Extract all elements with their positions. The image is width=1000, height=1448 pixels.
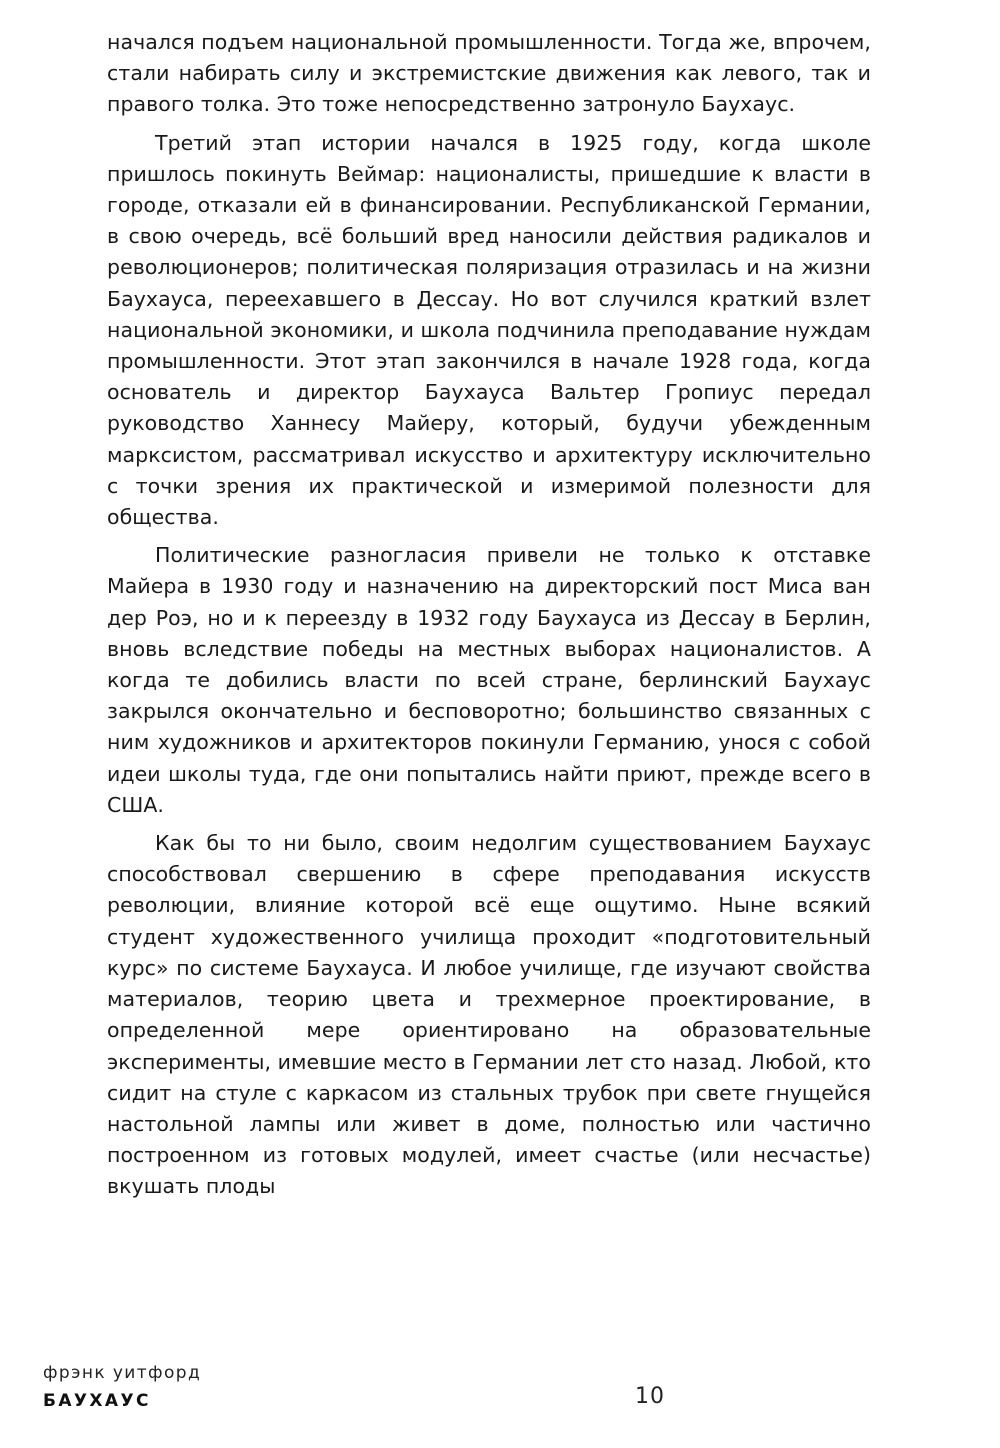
paragraph-1: начался подъем национальной промышленности. Тогда же, впрочем, стали набирать силу и экстремистские движения как левого, так и правого толка. Это тоже непосредственно затронуло Баухаус. [107, 30, 871, 117]
body-text [107, 27, 871, 1203]
paragraph-2: Третий этап истории начался в 1925 году, когда школе пришлось покинуть Веймар: националисты, пришедшие к власти в городе, отказали ей в финансировании. Республиканской Германии, в свою очередь, всё больший вред наносили действия радикалов и революционеров; политическая поляризация отразилась и на жизни Баухауса, переехавшего в Дессау. Но вот случился краткий взлет национальной экономики, и школа подчинила преподавание нуждам промышленности. Этот этап закончился в начале 1928 года, когда основатель и директор Баухауса Вальтер Гропиус передал руководство Ханнесу Майеру, который, будучи убежденным марксистом, рассматривал искусство и архитектуру исключительно с точки зрения их практической и измеримой полезности для общества. [107, 130, 871, 530]
paragraph-3: Политические разногласия привели не только к отставке Майера в 1930 году и назначению на директорский пост Миса ван дер Роэ, но и к переезду в 1932 году Баухауса из Дессау в Берлин, вновь вследствие победы на местных выборах националистов. А когда те добились власти по всей стране, берлинский Баухаус закрылся окончательно и бесповоротно; большинство связанных с ним художников и архитекторов покинули Германию, унося с собой идеи школы туда, где они попытались найти приют, прежде всего в США. [107, 543, 871, 817]
footer-book-title: БАУХАУС [43, 1391, 151, 1411]
footer-author: фрэнк уитфорд [43, 1363, 202, 1383]
paragraph-4: Как бы то ни было, своим недолгим существованием Баухаус способствовал свершению в сфере преподавания искусств революции, влияние которой всё еще ощутимо. Ныне всякий студент художественного училища проходит «подготовительный курс» по системе Баухауса. И любое училище, где изучают свойства материалов, теорию цвета и трехмерное проектирование, в определенной мере ориентировано на образовательные эксперименты, имевшие место в Германии лет сто назад. Любой, кто сидит на стуле с каркасом из стальных трубок при свете гнущейся настольной лампы или живет в доме, полностью или частично построенном из готовых модулей, имеет счастье (или несчастье) вкушать плоды [107, 831, 871, 1199]
page-number: 10 [635, 1384, 665, 1409]
